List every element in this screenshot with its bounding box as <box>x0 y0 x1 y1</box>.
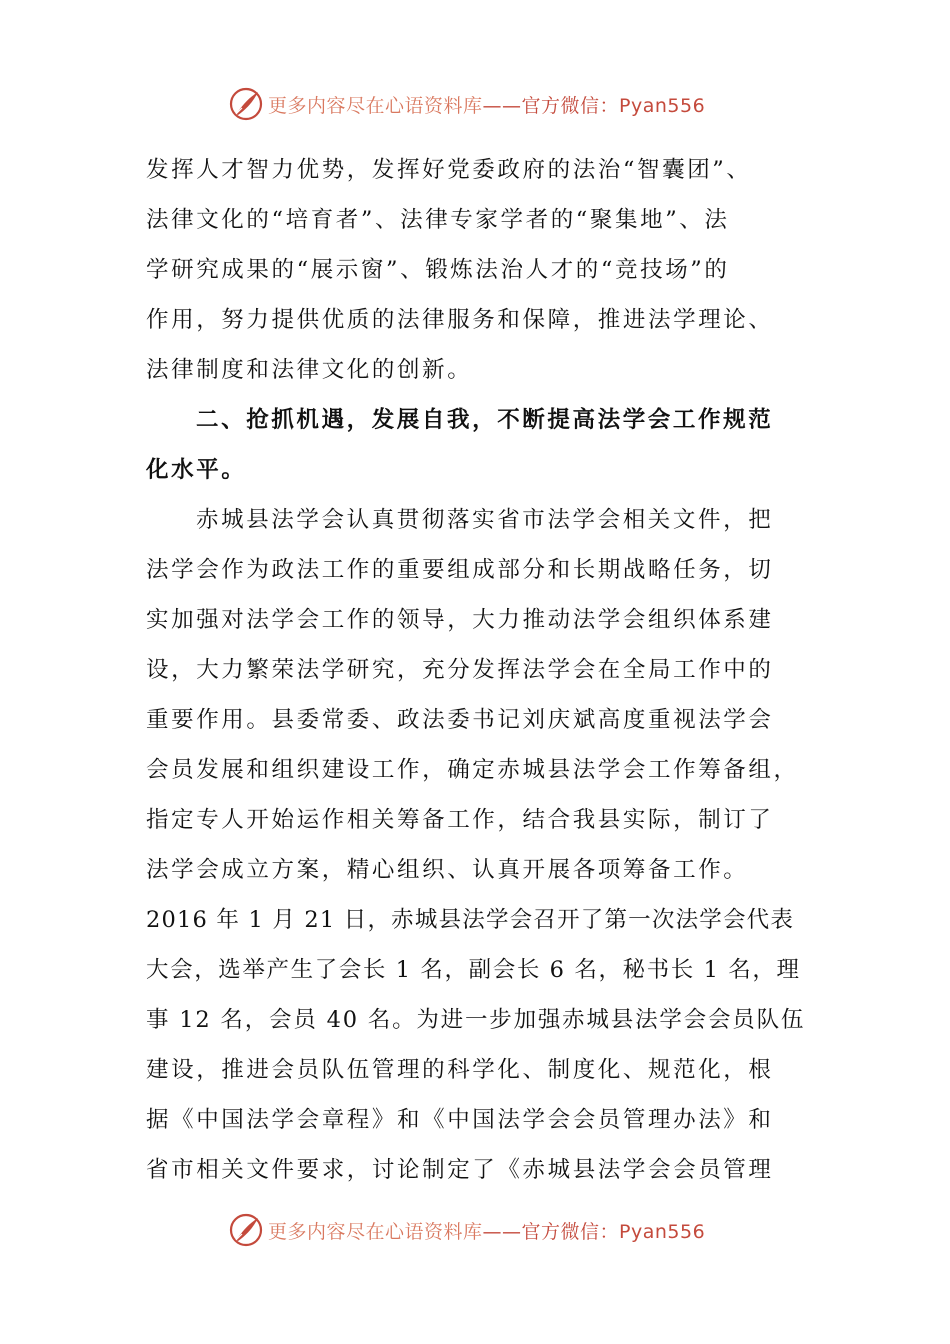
footer-watermark-banner <box>228 1210 748 1250</box>
watermark-site-text: 更多内容尽在心语资料库 <box>268 1220 483 1243</box>
text-line: 实加强对法学会工作的领导，大力推动法学会组织体系建 <box>146 607 774 633</box>
text-line: 发挥人才智力优势，发挥好党委政府的法治“智囊团”、 <box>146 157 752 183</box>
text-line: 2016 年 1 月 21 日，赤城县法学会召开了第一次法学会代表 <box>146 907 795 933</box>
watermark-site-text: 更多内容尽在心语资料库 <box>268 94 483 117</box>
watermark-dash: —— <box>482 1220 522 1243</box>
text-line: 学研究成果的“展示窗”、锻炼法治人才的“竞技场”的 <box>146 257 730 283</box>
text-line: 建设，推进会员队伍管理的科学化、制度化、规范化，根 <box>146 1057 774 1083</box>
text-line: 法律文化的“培育者”、法律专家学者的“聚集地”、法 <box>146 207 730 233</box>
watermark-wechat-text: 官方微信：Pyan556 <box>521 1220 706 1243</box>
watermark-dash: —— <box>482 94 522 117</box>
section-heading: 二、抢抓机遇，发展自我，不断提高法学会工作规范 <box>196 407 774 433</box>
watermark-text <box>268 91 705 118</box>
text-line: 重要作用。县委常委、政法委书记刘庆斌高度重视法学会 <box>146 707 774 733</box>
quill-logo-icon <box>228 1212 264 1248</box>
text-line: 省市相关文件要求，讨论制定了《赤城县法学会会员管理 <box>146 1157 774 1183</box>
quill-logo-icon <box>228 86 264 122</box>
text-line: 法学会作为政法工作的重要组成部分和长期战略任务，切 <box>146 557 774 583</box>
section-heading-cont: 化水平。 <box>146 457 247 483</box>
text-line: 大会，选举产生了会长 1 名，副会长 6 名，秘书长 1 名，理 <box>146 957 801 983</box>
text-line: 会员发展和组织建设工作，确定赤城县法学会工作筹备组， <box>146 757 799 783</box>
text-line: 设，大力繁荣法学研究，充分发挥法学会在全局工作中的 <box>146 657 774 683</box>
text-line: 法律制度和法律文化的创新。 <box>146 357 473 383</box>
text-line: 作用，努力提供优质的法律服务和保障，推进法学理论、 <box>146 307 774 333</box>
watermark-wechat-text: 官方微信：Pyan556 <box>521 94 706 117</box>
text-line: 事 12 名，会员 40 名。为进一步加强赤城县法学会会员队伍 <box>146 1007 806 1033</box>
text-line: 赤城县法学会认真贯彻落实省市法学会相关文件，把 <box>196 507 774 533</box>
text-line: 据《中国法学会章程》和《中国法学会会员管理办法》和 <box>146 1107 774 1133</box>
watermark-text <box>268 1217 705 1244</box>
header-watermark-banner <box>228 84 748 124</box>
text-line: 法学会成立方案，精心组织、认真开展各项筹备工作。 <box>146 857 749 883</box>
text-line: 指定专人开始运作相关筹备工作，结合我县实际，制订了 <box>146 807 774 833</box>
